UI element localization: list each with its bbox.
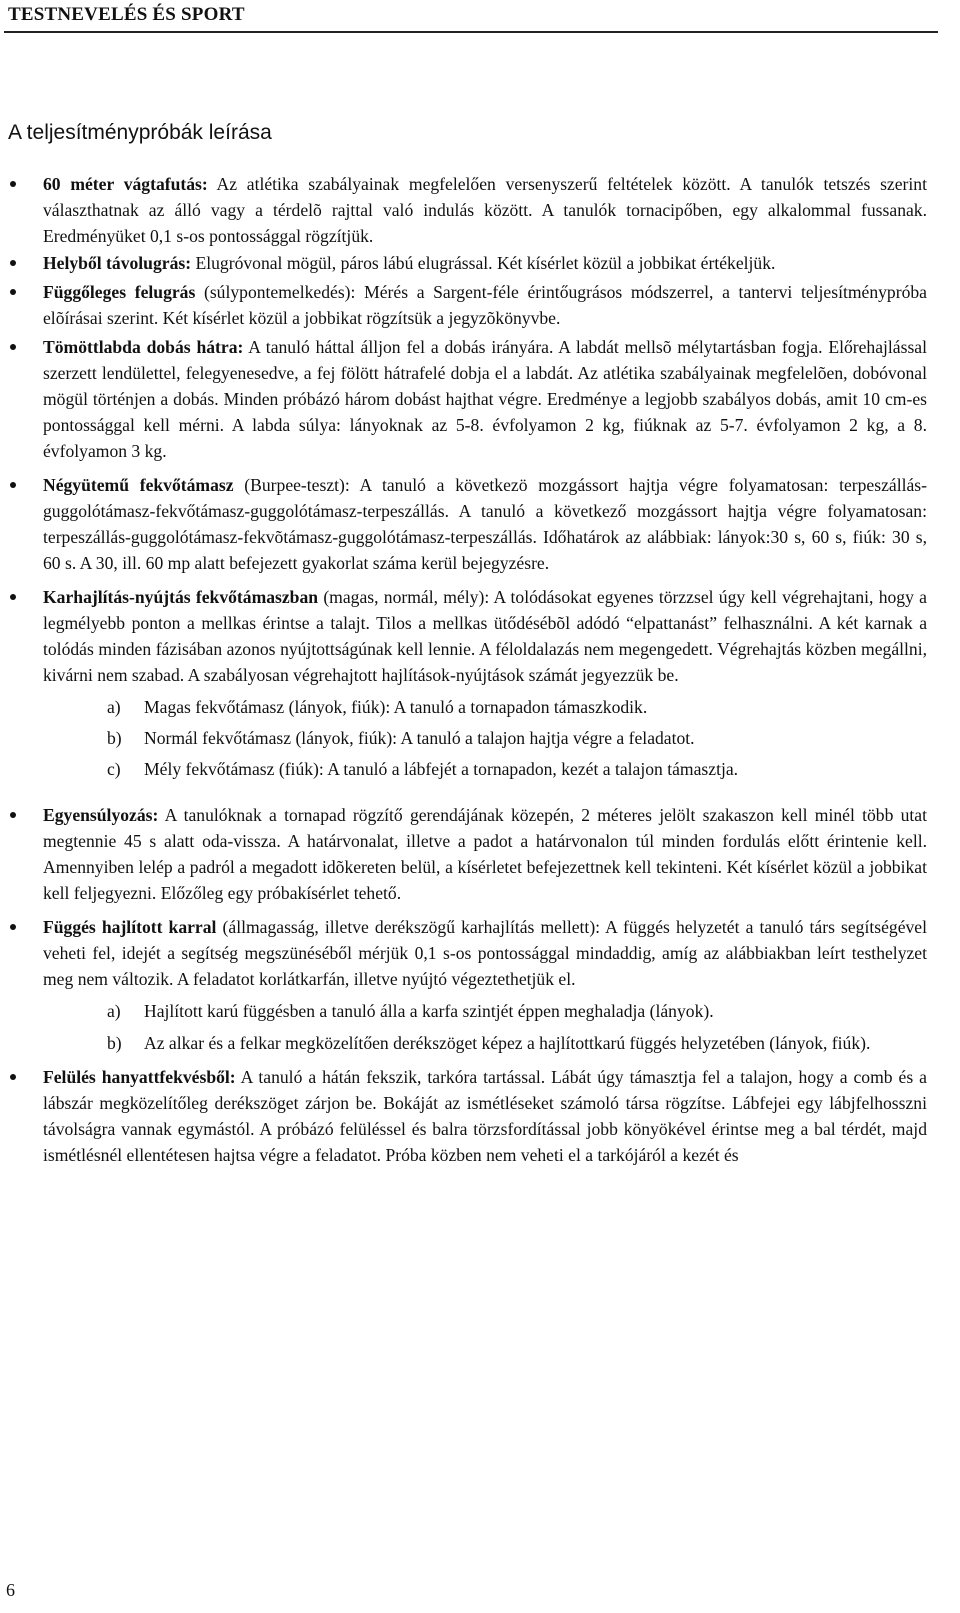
bullet-icon (10, 344, 16, 350)
sub-item-label: a) (107, 1001, 121, 1021)
sub-item-text: Mély fekvőtámasz (fiúk): A tanuló a lábfejét a tornapadon, kezét a talajon támasztja. (144, 759, 739, 779)
item-title: Helyből távolugrás: (43, 253, 192, 273)
running-header: TESTNEVELÉS ÉS SPORT (8, 4, 245, 25)
item-text: (Burpee-teszt): A tanuló a következö mozgássort hajtja végre folyamatosan: terpeszállás-guggolótámasz-fekvőtámasz-guggolótámasz-terpeszállás. A tanuló a következő mozgássort hajtja végre folyamatosan: terpeszállás-guggolótámasz-fekvõtámasz-guggolótámasz-terpeszállás. Időhatárok az alábbiak: lányok:30 s, 60 s, fiúk: 30 s, 60 s. A 30, ill. 60 mp alatt befejezett gyakorlat száma kerül bejegyzésre. (43, 475, 927, 573)
list-item (43, 171, 927, 249)
item-text: Az atlétika szabályainak megfelelően versenyszerű feltételek között. A tanulók tetszés szerint választhatnak az álló vagy a térdelõ rajttal való indulás között. A tanulók tornacipőben, egy alkalommal fussanak. Eredményüket 0,1 s-os pontossággal rögzítjük. (43, 174, 927, 246)
list-item (43, 1064, 927, 1168)
sub-item-label: b) (107, 1033, 122, 1053)
sub-item (107, 725, 919, 751)
item-text: (magas, normál, mély): A tolódásokat egyenes törzzsel úgy kell végrehajtani, hogy a legmélyebb ponton a mellkas érintse a talajt. Tilos a mellkas ütődésébõl adódó “elpattanást” felhasználni. A két karnak a tolódás minden fázisában azonos nyújtottságúnak kell lennie. A féloldalazás nem megengedett. Végrehajtás közben megállni, kivárni nem szabad. A szabályosan végrehajtott hajlítások-nyújtások számát jegyezzük be. (43, 587, 927, 685)
item-title: Karhajlítás-nyújtás fekvőtámaszban (43, 587, 319, 607)
sub-item-label: c) (107, 759, 121, 779)
bullet-icon (10, 1074, 16, 1080)
bullet-icon (10, 289, 16, 295)
test-descriptions-list (0, 171, 960, 1170)
item-title: Négyütemű fekvőtámasz (43, 475, 234, 495)
list-item (43, 802, 927, 906)
sub-item-label: b) (107, 728, 122, 748)
list-item (43, 472, 927, 576)
section-title: A teljesítménypróbák leírása (8, 121, 272, 144)
sub-item (107, 756, 919, 782)
sub-item (107, 694, 919, 720)
item-text: A tanuló háttal álljon fel a dobás irányára. A labdát mellsõ mélytartásban fogja. Előrehajlással szerzett lendülettel, felegyenesedve, a fej fölött hátrafelé dobja el a labdát. Az atlétika szabályainak megfelelõen, dobóvonal mögül történjen a dobás. Minden próbázó három dobást hajthat végre. Eredménye a legjobb szabályos dobás, amit 10 cm-es pontossággal kell mérni. A labda súlya: lányoknak az 5-8. évfolyamon 2 kg, fiúknak az 5-7. évfolyamon 2 kg, a 8. évfolyamon 3 kg. (43, 337, 928, 461)
sub-item-text: Magas fekvőtámasz (lányok, fiúk): A tanuló a tornapadon támaszkodik. (144, 697, 648, 717)
item-title: 60 méter vágtafutás: (43, 174, 208, 194)
item-title: Függés hajlított karral (43, 917, 217, 937)
item-title: Tömöttlabda dobás hátra: (43, 337, 244, 357)
item-text: A tanulóknak a tornapad rögzítő gerendájának közepén, 2 méteres jelölt szakaszon kell minél több utat megtennie 45 s alatt oda-vissza. A határvonalat, illetve a padot a határvonalon túl minden fordulás előtt érintenie kell. Amennyiben lelép a padról a megadott idõkereten belül, a kísérletet befejezettnek kell tekinteni. Két kísérlet közül a jobbikat kell feljegyezni. Előzőleg egy próbakísérlet tehető. (43, 805, 927, 903)
list-item (43, 250, 927, 276)
sub-item (107, 1030, 919, 1056)
sub-item (107, 998, 919, 1024)
header-rule (4, 31, 938, 33)
bullet-icon (10, 260, 16, 266)
list-item (43, 334, 927, 464)
list-item (43, 584, 927, 688)
item-text: (állmagasság, illetve derékszögű karhajlítás mellett): A függés helyzetét a tanuló társ segítségével veheti fel, idejét a segítség megszünéséből mérjük 0,1 s-os pontossággal mindaddig, amíg az alábbiakban leírt testhelyzet meg nem változik. A feladatot korlátkarfán, illetve nyújtó végeztethetjük el. (43, 917, 927, 989)
bullet-icon (10, 812, 16, 818)
item-text: A tanuló a hátán fekszik, tarkóra tartással. Lábát úgy támasztja fel a talajon, hogy a comb és a lábszár megközelítőleg derékszöget zárjon be. Bokáját az ismétléseket számoló társa rögzítse. Lábfejei egy lábjfelhosszni távolságra vannak egymástól. A próbázó felüléssel és balra törzsfordítással jobb könyökével érintse meg a bal térdét, majd ismétlésnél ellentétesen hajtsa végre a feladatot. Próba közben nem veheti el a tarkójáról a kezét és (43, 1067, 927, 1165)
list-item (43, 914, 927, 992)
item-text: (súlypontemelkedés): Mérés a Sargent-féle érintőugrásos módszerrel, a tantervi teljesítménypróba elõírásai szerint. Két kísérlet közül a jobbikat rögzítsük a jegyzõkönyvbe. (43, 282, 927, 328)
sub-item-text: Az alkar és a felkar megközelítően derékszöget képez a hajlítottkarú függés helyzetében (lányok, fiúk). (144, 1033, 871, 1053)
bullet-icon (10, 181, 16, 187)
bullet-icon (10, 924, 16, 930)
item-text: Elugróvonal mögül, páros lábú elugrással. Két kísérlet közül a jobbikat értékeljük. (191, 253, 776, 273)
sub-item-text: Hajlított karú függésben a tanuló álla a karfa szintjét éppen meghaladja (lányok). (144, 1001, 714, 1021)
page-number: 6 (6, 1580, 15, 1600)
sub-item-label: a) (107, 697, 121, 717)
item-title: Függőleges felugrás (43, 282, 196, 302)
sub-item-text: Normál fekvőtámasz (lányok, fiúk): A tanuló a talajon hajtja végre a feladatot. (144, 728, 695, 748)
bullet-icon (10, 482, 16, 488)
bullet-icon (10, 594, 16, 600)
item-title: Egyensúlyozás: (43, 805, 159, 825)
list-item (43, 279, 927, 331)
item-title: Felülés hanyattfekvésből: (43, 1067, 236, 1087)
